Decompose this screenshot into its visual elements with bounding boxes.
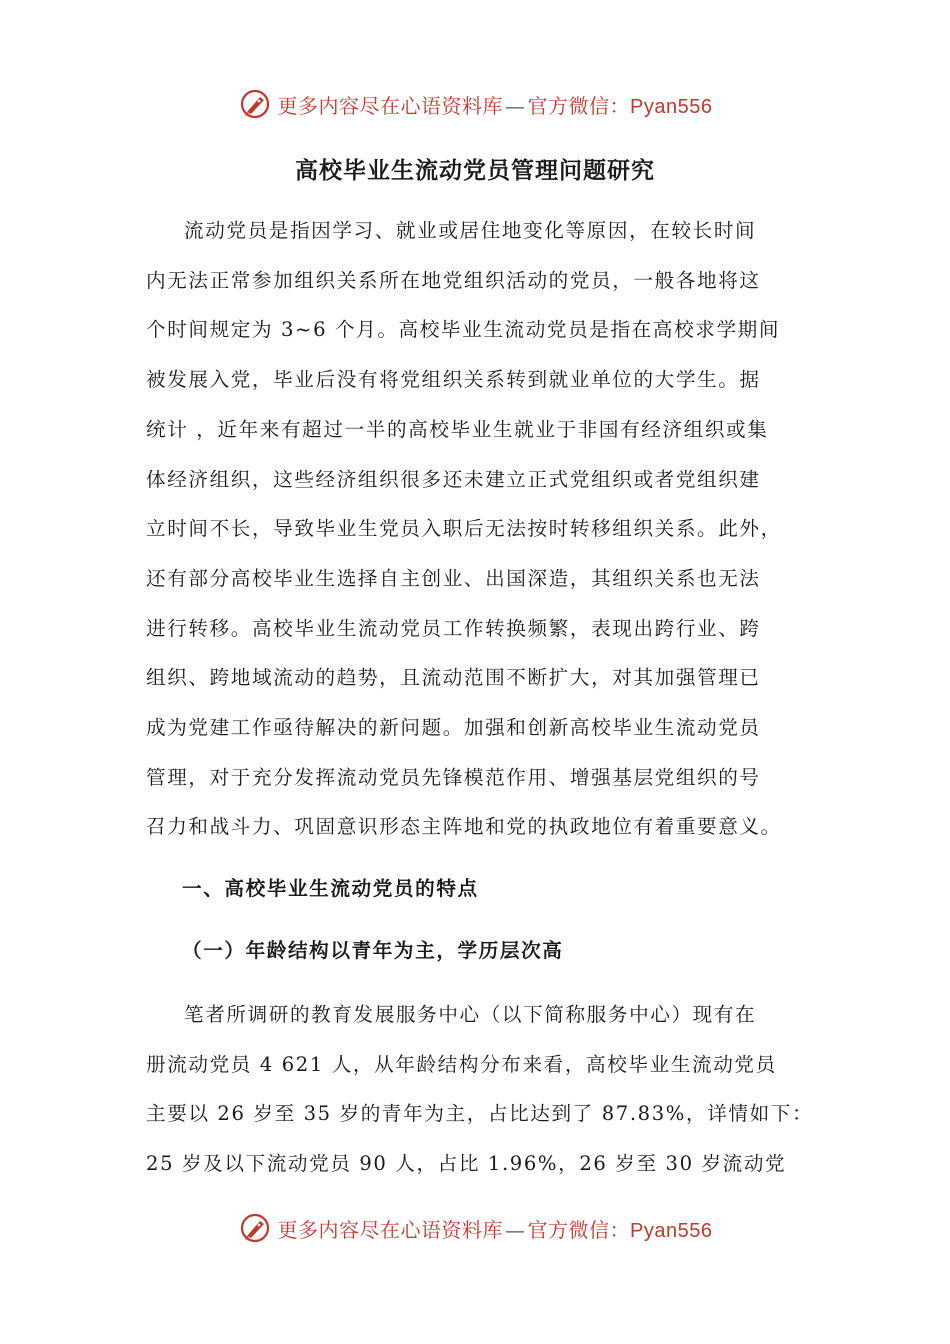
watermark-official: 官方微信： [527,93,631,118]
paragraph-line: 统计 ，近年来有超过一半的高校毕业生就业于非国有经济组织或集 [146,417,769,441]
paragraph-line: 流动党员是指因学习、就业或居住地变化等原因，在较长时间 [184,219,757,242]
watermark-official: 官方微信： [527,1217,631,1242]
pen-nib-circle-icon [238,1211,272,1245]
paragraph-line: 主要以 26 岁至 35 岁的青年为主，占比达到了 87.83%，详情如下： [146,1102,814,1126]
watermark-text [278,1214,713,1243]
watermark-footer [0,1208,950,1248]
paragraph-line: 25 岁及以下流动党员 90 人，占比 1.96%，26 岁至 30 岁流动党 [146,1152,787,1176]
watermark-separator: — [505,93,526,118]
paragraph-line: 册流动党员 4 621 人，从年龄结构分布来看，高校毕业生流动党员 [146,1052,777,1076]
watermark-id: Pyan556 [630,1219,713,1242]
watermark-main: 更多内容尽在心语资料库 [277,1217,504,1242]
paragraph-line: 内无法正常参加组织关系所在地党组织活动的党员，一般各地将这 [146,268,761,292]
pen-nib-circle-icon [238,87,272,121]
paragraph-line: 笔者所调研的教育发展服务中心（以下简称服务中心）现有在 [184,1003,757,1026]
watermark-text [278,90,713,119]
paragraph-line: 成为党建工作亟待解决的新问题。加强和创新高校毕业生流动党员 [146,716,761,740]
paragraph-line: 进行转移。高校毕业生流动党员工作转换频繁，表现出跨行业、跨 [146,616,761,640]
paragraph-line: 还有部分高校毕业生选择自主创业、出国深造，其组织关系也无法 [146,566,761,590]
paragraph-line: 体经济组织，这些经济组织很多还未建立正式党组织或者党组织建 [146,467,761,491]
section-heading: 一、高校毕业生流动党员的特点 [182,877,479,900]
paragraph-intro [146,206,818,852]
subsection-heading: （一）年龄结构以青年为主，学历层次高 [182,939,564,962]
document-title: 高校毕业生流动党员管理问题研究 [295,157,655,184]
paragraph-line: 管理，对于充分发挥流动党员先锋模范作用、增强基层党组织的号 [146,765,761,789]
paragraph-line: 立时间不长，导致毕业生党员入职后无法按时转移组织关系。此外， [146,517,782,541]
paragraph-line: 个时间规定为 3~6 个月。高校毕业生流动党员是指在高校求学期间 [146,318,781,342]
paragraph-age-structure [146,990,818,1189]
watermark-header [0,84,950,124]
watermark-id: Pyan556 [630,95,713,118]
paragraph-line: 被发展入党，毕业后没有将党组织关系转到就业单位的大学生。据 [146,368,761,392]
watermark-separator: — [505,1217,526,1242]
paragraph-line: 召力和战斗力、巩固意识形态主阵地和党的执政地位有着重要意义。 [146,815,782,839]
watermark-main: 更多内容尽在心语资料库 [277,93,504,118]
paragraph-line: 组织、跨地域流动的趋势，且流动范围不断扩大，对其加强管理已 [146,666,761,690]
